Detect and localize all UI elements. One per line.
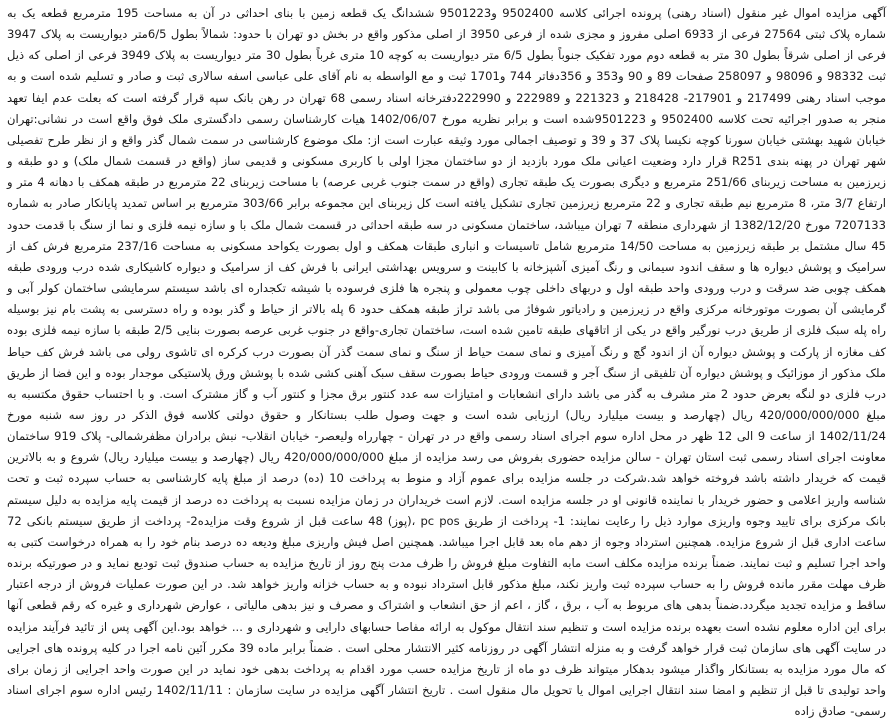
auction-notice-text: آگهی مزایده اموال غیر منقول (اسناد رهنی) پرونده اجرائی کلاسه 9502400 و9501223 ششدانگ یک قطعه زمین با بنای احداثی در آن به مساحت 195 مترمربع قطعه یک به شماره پلاک ثبتی 27564 فرعی از 6933 اصلی مفروز و مجزی شده از فرعی 3950 از اصلی مذکور واقع در بخش دو تهران با حدود: شمالاً بطول 6/5متر دیواریست به پلاک 3947 فرعی از اصلی شرقاً بطول 30 متر به قطعه دوم مورد تفکیک جنوباً بطول 6/5 متر دیواریست به کوچه 10 متری غرباً بطول 30 متر دیواریست به پلاک 3949 فرعی از اصلی که ذیل ثبت 98332 و 98096 و 258097 صفحات 89 و 90 و353 و 356دفاتر 744 و1701 ثبت و مع الواسطه به نام آقای علی عباسی اسفه سالاری ثبت و صادر و تسلیم شده است و به موجب اسناد رهنی 217499 و 217901- 218428 و 221323 و 222989 و 222990دفترخانه اسناد رسمی 68 تهران در رهن بانک سپه قرار گرفته است که بعلت عدم ایفا تعهد منجر به صدور اجرائیه تحت کلاسه 9502400 و 9501223شده است و برابر نظریه مورخ 1402/06/07 هیات کارشناسان رسمی دادگستری ملک فوق واقع است در نشانی:تهران خیابان شهید بهشتی خیابان سورنا کوچه نکیسا پلاک 37 و 39 و توصیف اجمالی مورد وثیقه عبارت است از: ملک موضوع کارشناسی در سمت شمال گذر واقع و از نظر طرح تفصیلی شهر تهران در پهنه بندی R251 قرار دارد وضعیت اعیانی ملک مورد بازدید از دو ساختمان مجزا اولی با کاربری مسکونی و قدیمی ساز (واقع در قسمت شمال ملک) و دو طبقه و زیرزمین به مساحت زیربنای 251/66 مترمربع و دیگری بصورت یک طبقه تجاری (واقع در سمت جنوب غربی عرصه) با مساحت زیربنای 22 مترمربع در طبقه همکف با دهانه 4 متر و ارتفاع 3/7 متر، 8 مترمربع نیم طبقه تجاری و 22 مترمربع زیرزمین تجاری تشکیل یافته است کل زیربنای این مجموعه برابر 303/66 مترمربع بر اساس تمدید پایانکار صادر به شماره 7207133 مورخ 1382/12/20 از شهرداری منطقه 7 تهران میباشد، ساختمان مسکونی در سه طبقه احداثی در قسمت شمال ملک با و سازه نیمه فلزی و نما از سنگ با قدمت حدود 45 سال مشتمل بر طبقه زیرزمین به مساحت 14/50 مترمربع شامل تاسیسات و انباری طبقات همکف و اول بصورت یکواحد مسکونی به مساحت 237/16 مترمربع فرش کف از سرامیک و پوشش دیواره ها و سقف اندود سیمانی و رنگ آمیزی آشپزخانه با کابینت و سرویس بهداشتی ایرانی با فرش کف از سرامیک و دیواره کاشیکاری شده درب ورودی طبقه همکف چوبی ضد سرقت و درب ورودی واحد طبقه اول و دربهای داخلی چوب معمولی و پنجره ها فلزی فرسوده با شیشه تکجداره ای باشد سیستم سرمایشی ساختمان کولر آبی و گرمایشی آن بصورت موتورخانه مرکزی واقع در زیرزمین و رادیاتور شوفاژ می باشد تراز طبقه همکف حدود 6 پله بالاتر از حیاط و گذر بوده و راه دسترسی به پشت بام نیز بوسیله راه پله سبک فلزی از طریق درب نورگیر واقع در یکی از اتاقهای طبقه تامین شده است، ساختمان تجاری-واقع در جنوب غربی عرصه بصورت بنایی 2/5 طبقه با سازه نیمه فلزی بوده کف مغازه از پارکت و پوشش دیواره آن از اندود گچ و رنگ آمیزی و نمای سمت حیاط از سنگ و نمای سمت گذر آن بصورت درب کرکره ای تاشوی رولی می باشد فرش کف حیاط ملک مذکور از موزائیک و پوشش دیواره آن تلفیقی از سنگ آجر و قسمت ورودی حیاط بصورت سقف سبک آهنی کشی شده با پوشش ورق پلاستیکی موجدار بوده و این فضا از طریق درب فلزی دو لنگه بعرض حدود 2 متر مشرف به گذر می باشد دارای انشعابات و امتیازات سه عدد کنتور برق مجزا و کنتور آب و گاز مشترک است. و با احتساب حقوق مکتسبه به مبلغ 420/000/000/000 ریال (چهارصد و بیست میلیارد ریال) ارزیابی شده است و جهت وصول طلب بستانکار و حقوق دولتی کلاسه فوق الذکر در روز سه شنبه مورخ 1402/11/24 از ساعت 9 الی 12 ظهر در محل اداره سوم اجرای اسناد رسمی واقع در در تهران - چهارراه ولیعصر- خیابان انقلاب- نبش برادران مظفرشمالی- پلاک 919 ساختمان معاونت اجرای اسناد رسمی ثبت استان تهران - سالن مزایده حضوری بفروش می رسد مزایده از مبلغ 420/000/000/000 ریال (چهارصد و بیست میلیارد ریال) شروع و به بالاترین قیمت که خریدار داشته باشد فروخته خواهد شد.شرکت در جلسه مزایده برای عموم آزاد و منوط به پرداخت 10 (ده) درصد از مبلغ پایه کارشناسی به حساب سپرده ثبت و تحت شناسه واریز اعلامی و حضور خریدار با نماینده قانونی او در جلسه مزایده است. لازم است خریداران در زمان مزایده نسبت به پرداخت ده درصد از قیمت پایه مزایده به دلیل سیستم بانک مرکزی برای تایید وجوه واریزی موارد ذیل را رعایت نمایند: 1- پرداخت از طریق pc pos ،(پوز) 48 ساعت قبل از شروع وقت مزایده2- پرداخت از طریق سیستم بانکی 72 ساعت اداری قبل از شروع مزایده. همچنین استرداد وجوه از دهم ماه بعد قابل اجرا میباشد. همچنین اصل فیش واریزی مبلغ ودیعه ده درصد بنام خود را به همراه درخواست کتبی به واحد اجرا تسلیم و ثبت نمایند. ضمناً برنده مزایده مکلف است مابه التفاوت مبلغ فروش را ظرف مدت پنج روز از تاریخ مزایده به حساب صندوق ثبت تودیع نماید و در صورتیکه برنده ظرف مهلت مقرر مانده فروش را به حساب سپرده ثبت واریز نکند، مبلغ مذکور قابل استرداد نبوده و به حساب خزانه واریز خواهد شد. در این صورت عملیات فروش از درجه اعتبار ساقط و مزایده تجدید میگردد.ضمناً بدهی های مربوط به آب ، برق ، گاز ، اعم از حق انشعاب و اشتراک و مصرف و نیز بدهی مالیاتی ، عوارض شهرداری و غیره که رقم قطعی آنها برای این اداره معلوم نشده است بعهده برنده مزایده است و تنظیم سند انتقال موکول به ارائه مفاصا حسابهای دارایی و شهرداری و ... خواهد بود.این آگهی پس از تائید فرآیند مزایده در سایت آگهی های سازمان ثبت قرار خواهد گرفت و به منزله انتشار آگهی در روزنامه کثیر الانتشار محلی است . ضمناً برابر ماده 39 مکرر آئین نامه اجرا در کلیه پرونده های اجرایی که مال مورد مزایده به بستانکار واگذار میشود بدهکار میتواند ظرف دو ماه از تاریخ مزایده حسب مورد اقدام به پرداخت بدهی خود نماید در این صورت واحد اجرایی از زمان برای واحد تولیدی تا قبل از تنظیم و امضا سند انتقال اجرایی اموال یا تحویل مال منقول است . تاریخ انتشار آگهی مزایده در سایت سازمان : 1402/11/11 رئیس اداره سوم اجرای اسناد رسمی- صادق زاده (7, 6, 887, 719)
